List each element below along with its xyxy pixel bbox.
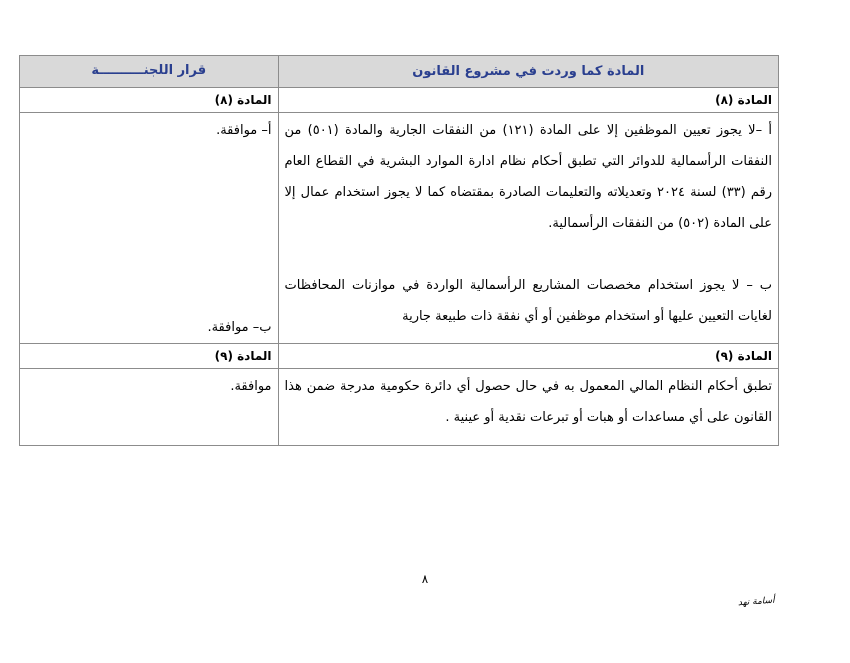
- table-header-row: [20, 56, 779, 88]
- article-8-decision-a: أ– موافقة.: [216, 123, 272, 138]
- article-8-text-cell: [278, 113, 778, 344]
- article-8-label: المادة (٨): [278, 88, 778, 113]
- decision-column-header-label: قرار اللجنــــــــــة: [91, 63, 207, 78]
- article-9-text-cell: [278, 369, 778, 446]
- article-8-decision-b: ب– موافقة.: [207, 320, 272, 335]
- article-8-paragraph-b: ب – لا يجوز استخدام مخصصات المشاريع الرأسمالية الواردة في موازنات المحافظات لغايات التعيين عليها أو استخدام موظفين أو أي نفقة ذات طبيعة جارية: [284, 278, 772, 324]
- article-8-decision-cell: [20, 113, 279, 344]
- handwritten-signature: أسامة نهد: [737, 595, 775, 609]
- page-number: ٨: [421, 572, 429, 586]
- article-9-label: المادة (٩): [278, 344, 778, 369]
- article-8-body-row: [20, 113, 779, 344]
- article-column-header: المادة كما وردت في مشروع القانون: [278, 56, 778, 88]
- article-8-title-row: [20, 88, 779, 113]
- article-9-text: تطبق أحكام النظام المالي المعمول به في حال حصول أي دائرة حكومية مدرجة ضمن هذا القانون على أي مساعدات أو هبات أو تبرعات نقدية أو عينية .: [284, 379, 772, 425]
- article-9-decision-cell: [20, 369, 279, 446]
- article-8-decision-label: المادة (٨): [20, 88, 279, 113]
- article-9-decision: موافقة.: [230, 379, 272, 394]
- article-8-paragraph-a: أ –لا يجوز تعيين الموظفين إلا على المادة (١٢١) من النفقات الجارية والمادة (٥٠١) من النفقات الرأسمالية للدوائر التي تطبق أحكام نظام ادارة الموارد البشرية في القطاع العام رقم (٣٣) لسنة ٢٠٢٤ وتعديلاته والتعليمات الصادرة بمقتضاه كما لا يجوز استخدام عمال إلا على المادة (٥٠٢) من النفقات الرأسمالية.: [284, 123, 772, 231]
- decision-column-header: [20, 56, 279, 88]
- article-9-title-row: [20, 344, 779, 369]
- committee-decisions-table: [19, 55, 779, 446]
- article-9-body-row: [20, 369, 779, 446]
- article-9-decision-label: المادة (٩): [20, 344, 279, 369]
